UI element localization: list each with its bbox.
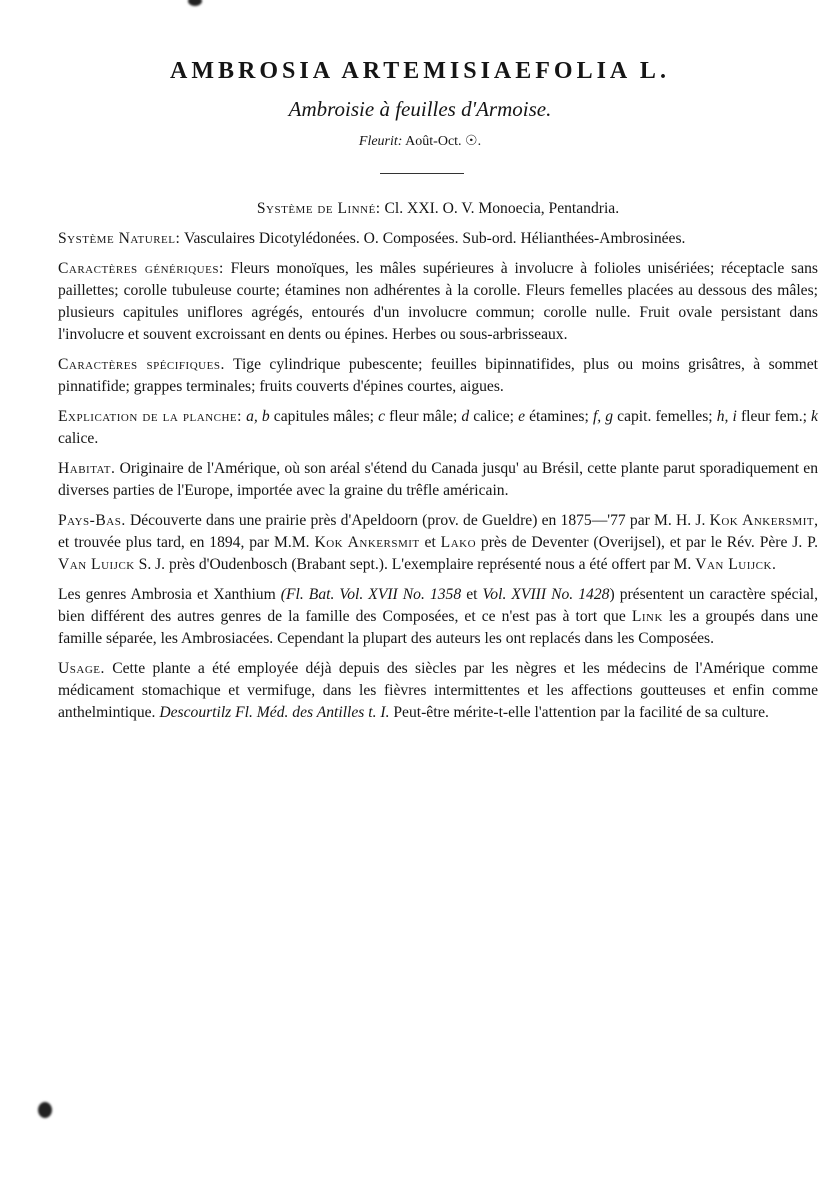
explication-text-5: capit. femelles; bbox=[613, 408, 717, 425]
paysbas-label: Pays-Bas. bbox=[58, 512, 126, 529]
genres-author-link: Link bbox=[631, 608, 663, 625]
genres-text-2: et bbox=[461, 586, 483, 603]
usage-label: Usage. bbox=[58, 660, 105, 677]
naturel-text: Vasculaires Dicotylédonées. O. Composées. Sub-ord. Hélianthées-Ambrosinées. bbox=[180, 230, 686, 247]
common-name: Ambroisie à feuilles d'Armoise. bbox=[288, 97, 552, 121]
paragraph-linne bbox=[58, 198, 818, 220]
genres-ref-2: Vol. XVIII No. 1428 bbox=[482, 586, 610, 603]
paysbas-name-5: Van Luijck bbox=[695, 556, 772, 573]
ink-speck-bottom bbox=[38, 1102, 52, 1118]
ink-speck-top bbox=[188, 0, 202, 6]
explication-ref-c: c bbox=[378, 408, 386, 425]
habitat-text: Originaire de l'Amérique, où son aréal s'étend du Canada jusqu' au Brésil, cette plante parut sporadiquement en diverses parties de l'Europe, importée avec la graine du trêfle américain. bbox=[58, 460, 818, 499]
explication-ref-fg: f, g bbox=[592, 408, 614, 425]
specifiques-text: Tige cylindrique pubescente; feuilles bipinnatifides, plus ou moins grisâtres, à sommet pinnatifide; grappes terminales; fruits couverts d'épines courtes, aigues. bbox=[58, 356, 818, 395]
explication-text-3: calice; bbox=[469, 408, 519, 425]
flowering-label: Fleurit: bbox=[358, 134, 403, 149]
explication-ref-ab: a, b bbox=[241, 408, 270, 425]
paragraph-pays-bas bbox=[58, 510, 818, 576]
genres-text-1: Les genres Ambrosia et Xanthium bbox=[58, 586, 281, 603]
naturel-label: Système Naturel: bbox=[58, 230, 181, 247]
usage-text-1: Cette plante a été employée déjà depuis des siècles par les nègres et les médecins de l'Amérique comme médicament stomachique et vermifuge, dans les fièvres intermittentes et les affections goutteuses et enfin comme anthelmintique. bbox=[58, 660, 818, 721]
explication-label: Explication de la planche: bbox=[58, 408, 242, 425]
paragraph-genres bbox=[58, 584, 818, 650]
paragraph-explication bbox=[58, 406, 818, 450]
linne-label: Système de Linné: bbox=[256, 200, 381, 217]
paysbas-name-1: Kok Ankersmit bbox=[709, 512, 815, 529]
genres-text-3: ) présentent un caractère spécial, bien différent des autres genres de la famille des Composées, et ce n'est pas à tort que bbox=[58, 586, 818, 625]
explication-text-6: fleur fem.; bbox=[736, 408, 812, 425]
paragraph-naturel bbox=[58, 228, 818, 250]
paysbas-text-6: . bbox=[771, 556, 776, 573]
paragraph-generiques bbox=[58, 258, 818, 346]
usage-ref: Descourtilz Fl. Méd. des Antilles t. I. bbox=[159, 704, 390, 721]
flowering-value: Août-Oct. ☉. bbox=[405, 134, 482, 149]
title-divider bbox=[380, 173, 464, 174]
paysbas-text-2: , et trouvée plus tard, en 1894, par M.M. bbox=[58, 512, 818, 551]
paragraph-specifiques bbox=[58, 354, 818, 398]
paysbas-text-5: S. J. près d'Oudenbosch (Brabant sept.). L'exemplaire représenté nous a été offert par M. bbox=[134, 556, 696, 573]
paysbas-name-2: Kok Ankersmit bbox=[314, 534, 420, 551]
genres-text-4: les a groupés dans une famille séparée, les Ambrosiacées. Cependant la plupart des auteurs les ont replacés dans les Composées. bbox=[58, 608, 818, 647]
explication-text-4: étamines; bbox=[524, 408, 593, 425]
usage-text-2: Peut-être mérite-t-elle l'attention par la facilité de sa culture. bbox=[389, 704, 769, 721]
paysbas-text-3: et bbox=[419, 534, 441, 551]
explication-ref-hi: h, i bbox=[716, 408, 737, 425]
explication-text-1: capitules mâles; bbox=[269, 408, 379, 425]
generiques-label: Caractères génériques: bbox=[58, 260, 224, 277]
flowering-period bbox=[0, 133, 840, 150]
explication-ref-e: e bbox=[518, 408, 525, 425]
paysbas-name-4: Van Luijck bbox=[58, 556, 135, 573]
habitat-label: Habitat. bbox=[58, 460, 116, 477]
paysbas-text-1: Découverte dans une prairie près d'Apeldoorn (prov. de Gueldre) en 1875—'77 par M. H. J. bbox=[125, 512, 710, 529]
paragraph-usage bbox=[58, 658, 818, 724]
generiques-text: Fleurs monoïques, les mâles supérieures à involucre à folioles unisériées; réceptacle sans paillettes; corolle tubuleuse courte; étamines non adhérentes à la corolle. Fleurs femelles placées au dessous des mâles; plusieurs capitules uniflores agrégés, entourés d'un involucre commun; corolle nulle. Fruit ovale persistant dans l'involucre et souvent excroissant en dents ou épines. Herbes ou sous-arbrisseaux. bbox=[58, 260, 819, 343]
explication-text-7: calice. bbox=[58, 430, 99, 447]
explication-ref-d: d bbox=[461, 408, 470, 425]
specifiques-label: Caractères spécifiques. bbox=[58, 356, 225, 373]
explication-text-2: fleur mâle; bbox=[385, 408, 462, 425]
explication-ref-k: k bbox=[811, 408, 818, 425]
linne-text: Cl. XXI. O. V. Monoecia, Pentandria. bbox=[380, 200, 620, 217]
paysbas-text-4: près de Deventer (Overijsel), et par le Rév. Père J. P. bbox=[476, 534, 818, 551]
description-body bbox=[58, 198, 818, 732]
genres-ref-1: (Fl. Bat. Vol. XVII No. 1358 bbox=[280, 586, 462, 603]
paragraph-habitat bbox=[58, 458, 818, 502]
species-title: AMBROSIA ARTEMISIAEFOLIA L. bbox=[170, 58, 670, 84]
paysbas-name-3: Lako bbox=[440, 534, 477, 551]
